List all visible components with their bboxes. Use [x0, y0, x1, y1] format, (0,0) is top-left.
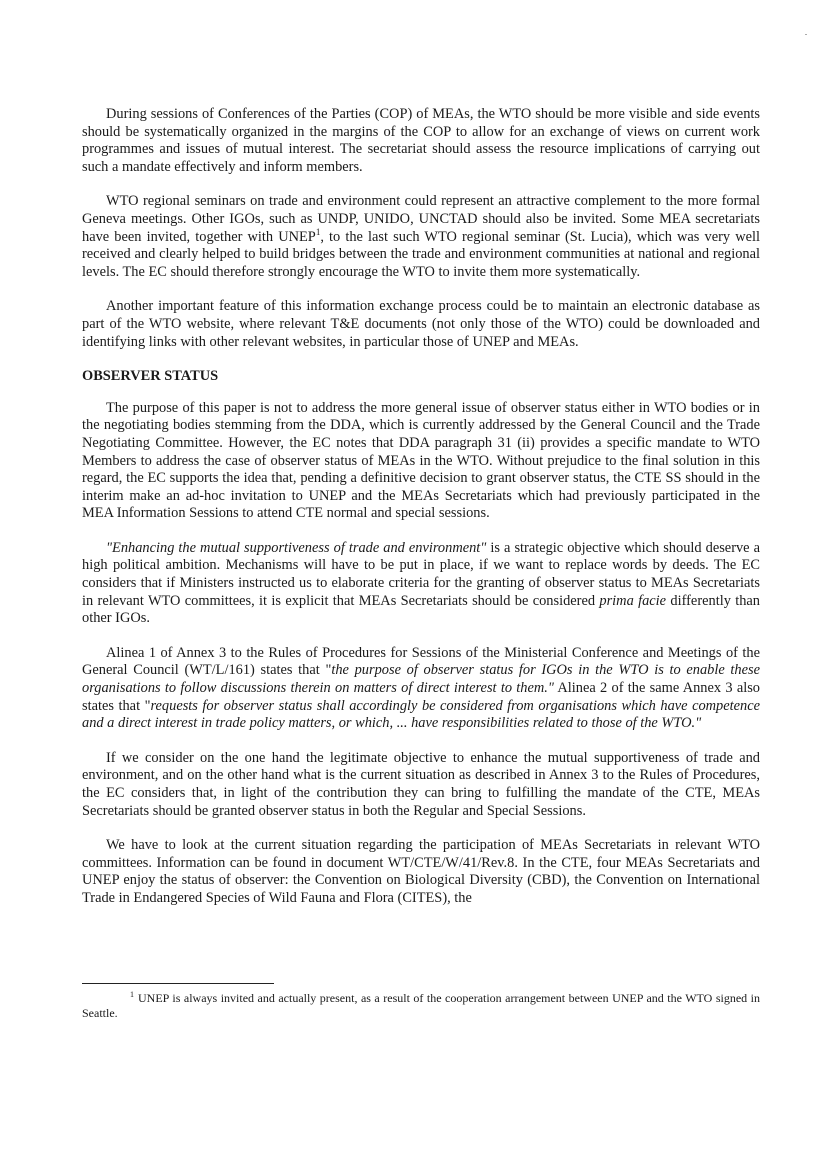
footnote-marker: 1: [130, 990, 134, 999]
paragraph-p3: [82, 298, 760, 351]
paragraph-text: During sessions of Conferences of the Parties (COP) of MEAs, the WTO should be more visible and side events should be systematically organized in the margins of the COP to allow for an exchange of views on current work programmes and issues of mutual interest. The secretariat should assess the resource implications of carrying out such a mandate effectively and inform members.: [82, 106, 760, 175]
paragraph-text: Alinea 2 of the same Annex 3 also states that ": [82, 680, 761, 714]
italic-text: the purpose of observer status for IGOs in the WTO is to enable these organisations to follow discussions therein on matters of direct interest to them.": [82, 662, 760, 697]
footnote-text: UNEP is always invited and actually present, as a result of the cooperation arrangement between UNEP and the WTO signed in Seattle.: [82, 991, 760, 1020]
paragraph-text: , to the last such WTO regional seminar (St. Lucia), which was very well received and clearly helped to build bridges between the trade and environment communities at national and regional levels. The EC should therefore strongly encourage the WTO to invite them more systematically.: [82, 228, 760, 280]
paragraph-text: Alinea 1 of Annex 3 to the Rules of Procedures for Sessions of the Ministerial Conference and Meetings of the General Council (WT/L/161) states that ": [82, 644, 760, 679]
paragraph-text: WTO regional seminars on trade and environment could represent an attractive complement to the more formal Geneva meetings. Other IGOs, such as UNDP, UNIDO, UNCTAD should also be invited. Some MEA secretariats have been invited, together with UNEP: [82, 193, 760, 245]
paragraph-text: If we consider on the one hand the legitimate objective to enhance the mutual supportiveness of trade and environment, and on the other hand what is the current situation as described in Annex 3 to the Rules of Procedures, the EC considers that, in light of the contribution they can bring to fulfilling the mandate of the CTE, MEAs Secretariats should be granted observer status in both the Regular and Special Sessions.: [82, 749, 760, 819]
italic-text: prima facie: [599, 592, 667, 609]
paragraph-p4: [82, 400, 760, 523]
paragraph-text: is a strategic objective which should deserve a high political ambition. Mechanisms will have to be put in place, if we want to replace words by deeds. The EC considers that if Ministers instructed us to elaborate criteria for the granting of observer status to MEAs Secretariats in relevant WTO committees, it is explicit that MEAs Secretariats should be considered: [82, 539, 760, 609]
paragraph-p2: [82, 193, 760, 281]
footnote-reference: 1: [315, 226, 321, 237]
italic-text: requests for observer status shall accordingly be considered from organisations which have competence and a direct interest in trade policy matters, or which, ... have responsibilities related to those of the WTO.": [82, 697, 760, 732]
paragraph-p6: [82, 645, 760, 733]
paragraph-text: The purpose of this paper is not to address the more general issue of observer status either in WTO bodies or in the negotiating bodies stemming from the DDA, which is currently addressed by the General Council and the Trade Negotiating Committee. However, the EC notes that DDA paragraph 31 (ii) provides a specific mandate to WTO Members to address the case of observer status of MEAs in the WTO. Without prejudice to the final solution in this regard, the EC supports the idea that, pending a definitive decision to grant observer status, the CTE SS should in the interim make an ad-hoc invitation to UNEP and the MEAs Secretariats which had previously participated in the MEA Information Sessions to attend CTE normal and special sessions.: [82, 399, 760, 522]
paragraph-text: We have to look at the current situation regarding the participation of MEAs Secretariats in relevant WTO committees. Information can be found in document WT/CTE/W/41/Rev.8. In the CTE, four MEAs Secretariats and UNEP enjoy the status of observer: the Convention on Biological Diversity (CBD), the Convention on International Trade in Endangered Species of Wild Fauna and Flora (CITES), the: [82, 837, 760, 906]
paragraph-text: differently than other IGOs.: [82, 592, 760, 627]
italic-text: "Enhancing the mutual supportiveness of trade and environment": [106, 539, 487, 556]
paragraph-text: Another important feature of this information exchange process could be to maintain an electronic database as part of the WTO website, where relevant T&E documents (not only those of the WTO) could be downloaded and identifying links with other relevant websites, in particular those of UNEP and MEAs.: [82, 298, 760, 350]
paragraph-p5: [82, 540, 760, 628]
footnote-1: [82, 991, 760, 1021]
section-heading: [82, 368, 760, 386]
footnote-separator: [82, 983, 274, 984]
paragraph-p8: [82, 837, 760, 907]
paragraph-p1: [82, 106, 760, 176]
scan-speck: [805, 34, 807, 35]
paragraph-p7: [82, 750, 760, 820]
paragraph-text: OBSERVER STATUS: [82, 368, 219, 385]
document-body: [82, 106, 760, 925]
